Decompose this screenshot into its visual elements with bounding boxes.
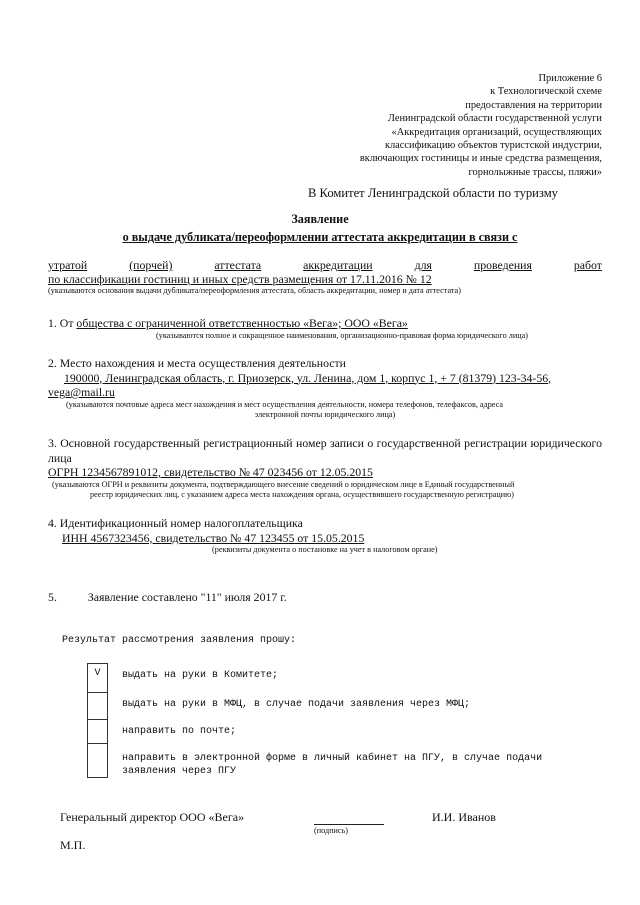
appendix-line: включающих гостиницы и иные средства размещения, (359, 153, 602, 165)
option-mfc-label: выдать на руки в МФЦ, в случае подачи заявления через МФЦ; (122, 698, 471, 710)
basis-word: аттестата (214, 258, 262, 272)
signatory-position: Генеральный директор ООО «Вега» (60, 810, 245, 824)
section-2-value-1: 190000, Ленинградская область, г. Приозерск, ул. Ленина, дом 1, корпус 1, + 7 (81379) 123-34-56, (64, 370, 552, 385)
basis-block (48, 258, 602, 297)
stamp-place: М.П. (60, 838, 86, 852)
appendix-line: классификацию объектов туристской индустрии, (384, 140, 602, 152)
section-3-label: 3. Основной государственный регистрационный номер записи о государственной регистрации юридического лица (48, 436, 602, 465)
appendix-header (302, 72, 602, 179)
signature-line (314, 824, 384, 825)
option-pgu-label: направить в электронной форме в личный кабинет на ПГУ, в случае подачи заявления через ПГУ (122, 752, 543, 777)
section-1 (48, 316, 602, 341)
section-4-label: 4. Идентификационный номер налогоплательщика (48, 516, 303, 530)
result-option-row (88, 720, 579, 744)
result-option-row (88, 664, 579, 693)
section-3-note-2: реестр юридических лиц, с указанием адреса места нахождения органа, осуществившего государственную регистрацию) (90, 490, 514, 499)
section-4 (48, 516, 602, 556)
signatory-name: И.И. Иванов (432, 810, 496, 824)
section-1-value: обществa с ограниченной ответственностью «Вега»; ООО «Вега» (76, 316, 408, 330)
option-committee-label: выдать на руки в Комитете; (122, 669, 279, 681)
appendix-line: Приложение 6 (538, 73, 602, 84)
section-2-note-1: (указываются почтовые адреса мест нахождения и мест осуществления деятельности, номера телефонов, телефаксов, адреса (66, 399, 504, 409)
section-2 (48, 356, 602, 421)
section-4-value: ИНН 4567323456, свидетельство № 47 123455 от 15.05.2015 (62, 530, 365, 545)
option-post-label: направить по почте; (122, 725, 237, 737)
result-heading: Результат рассмотрения заявления прошу: (62, 635, 297, 646)
checkbox-committee[interactable]: V (88, 664, 108, 693)
signature-caption: (подпись) (314, 826, 348, 835)
basis-word: для (414, 258, 432, 272)
appendix-line: предоставления на территории (465, 99, 602, 111)
basis-line-1 (48, 258, 602, 272)
checkbox-pgu[interactable] (88, 744, 108, 778)
section-1-note: (указываются полное и сокращенное наименования, организационно-правовая форма юридического лица) (156, 330, 528, 340)
section-3-note-1: (указываются ОГРН и реквизиты документа, подтверждающего внесение сведений о юридическом лице в Единый государственный (52, 479, 515, 489)
section-4-note: (реквизиты документа о постановке на учет в налоговом органе) (212, 545, 438, 554)
section-2-value-2: vega@mail.ru (48, 385, 115, 399)
result-options (87, 663, 579, 778)
basis-line-2: по классификации гостиниц и иных средств размещения от 17.11.2016 № 12 (48, 272, 432, 286)
addressee: В Комитет Ленинградской области по туризму (308, 186, 558, 200)
appendix-line: Ленинградской области государственной услуги (387, 113, 602, 125)
document-subtitle (0, 230, 640, 245)
appendix-line: к Технологической схеме (490, 86, 602, 98)
checkbox-post[interactable] (88, 720, 108, 744)
basis-word: аккредитации (303, 258, 373, 272)
basis-word: (порчей) (129, 258, 173, 272)
checkbox-mfc[interactable] (88, 693, 108, 720)
section-3 (48, 436, 602, 501)
appendix-line: горнолыжные трассы, пляжи» (468, 166, 602, 178)
appendix-line: «Аккредитация организаций, осуществляющих (391, 126, 602, 138)
section-3-value: ОГРН 1234567891012, свидетельство № 47 023456 от 12.05.2015 (48, 465, 373, 479)
section-5-number: 5. (48, 590, 57, 604)
section-2-label: 2. Место нахождения и места осуществления деятельности (48, 356, 346, 370)
document-title: Заявление (291, 212, 349, 226)
section-1-label: 1. От (48, 316, 77, 330)
result-option-row (88, 693, 579, 720)
section-2-note-2: электронной почты юридического лица) (254, 410, 396, 419)
basis-word: утратой (48, 258, 88, 272)
section-5-text: Заявление составлено "11" июля 2017 г. (87, 590, 287, 604)
basis-note: (указываются основания выдачи дубликата/переоформления аттестата, область аккредитации, номер и дата аттестата) (48, 286, 461, 295)
result-option-row (88, 744, 579, 778)
basis-word: проведения (473, 258, 532, 272)
section-5 (48, 590, 602, 605)
basis-word: работ (573, 258, 602, 272)
subtitle-text: о выдаче дубликата/переоформлении аттестата аккредитации в связи с (122, 230, 518, 244)
